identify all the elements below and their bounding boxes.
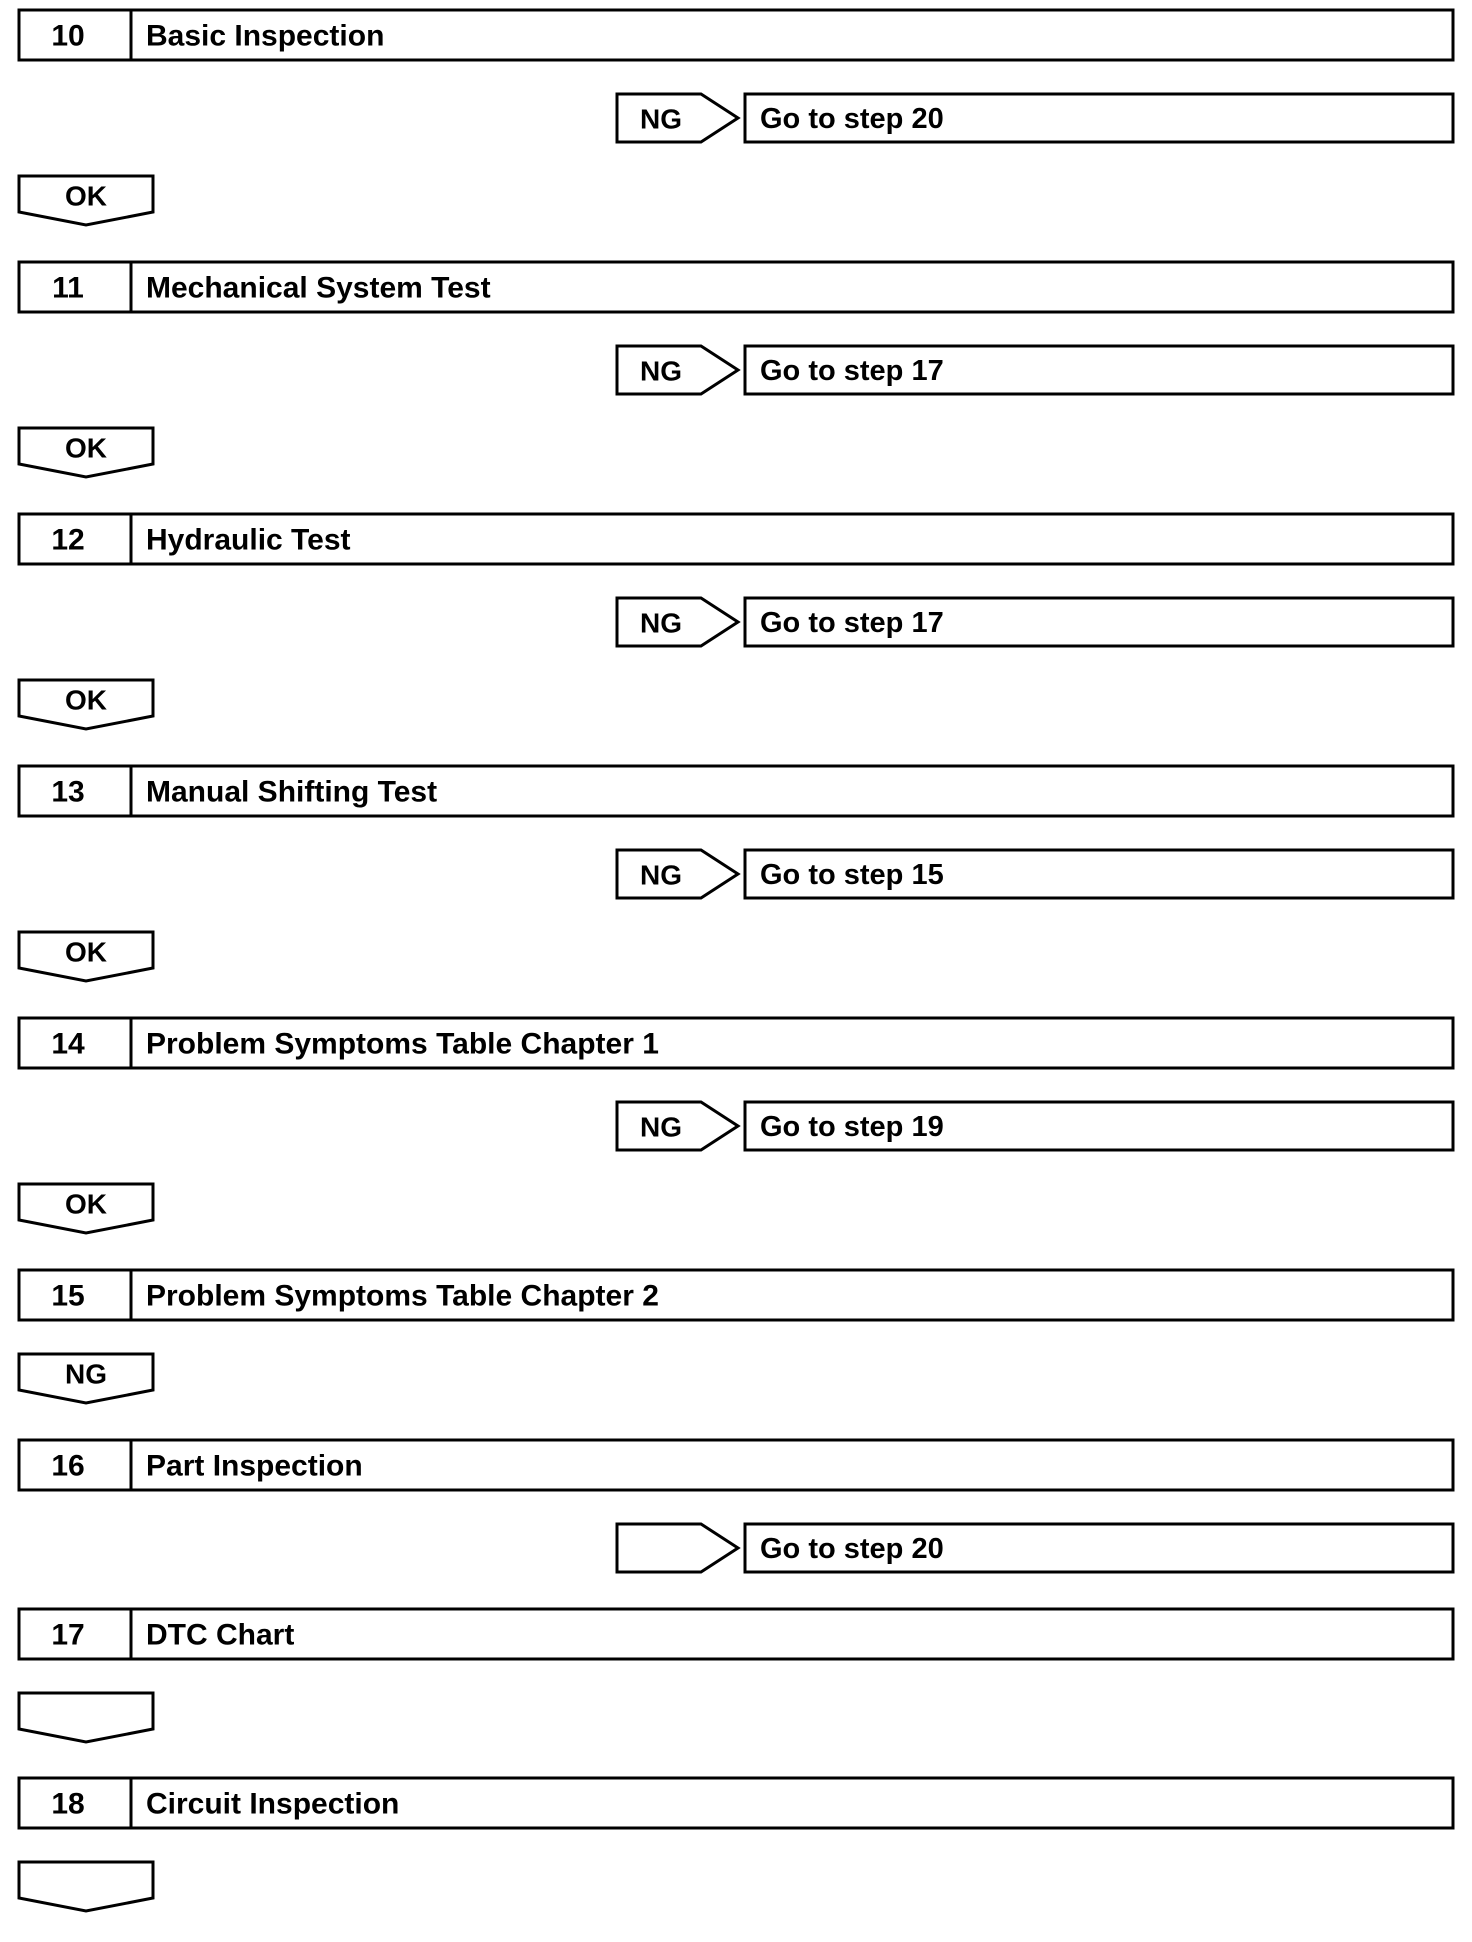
down-arrow-shape (19, 1862, 153, 1911)
branch-arrow-shape (617, 1524, 738, 1572)
down-arrow-label: OK (65, 432, 107, 464)
step-title: Mechanical System Test (146, 271, 491, 305)
down-arrow (19, 176, 153, 225)
step-10 (19, 10, 1453, 225)
step-title: Basic Inspection (146, 19, 385, 53)
step-17 (19, 1609, 1453, 1742)
branch-target-text: Go to step 15 (760, 859, 944, 891)
ng-branch (617, 94, 1453, 142)
down-arrow-label: NG (65, 1358, 107, 1390)
down-arrow (19, 428, 153, 477)
step-title: DTC Chart (146, 1618, 295, 1652)
down-arrow-label: OK (65, 1188, 107, 1220)
step-13 (19, 766, 1453, 981)
branch-label: NG (640, 355, 682, 387)
step-title: Manual Shifting Test (146, 775, 438, 809)
branch-target-text: Go to step 17 (760, 607, 944, 639)
branch-label: NG (640, 607, 682, 639)
step-number: 18 (51, 1787, 85, 1821)
ng-branch (617, 1102, 1453, 1150)
ng-branch (617, 598, 1453, 646)
branch-label: NG (640, 103, 682, 135)
step-title: Problem Symptoms Table Chapter 2 (146, 1279, 659, 1313)
down-arrow (19, 1862, 153, 1911)
ng-branch (617, 346, 1453, 394)
step-title: Problem Symptoms Table Chapter 1 (146, 1027, 659, 1061)
branch-target-text: Go to step 20 (760, 103, 944, 135)
branch-label: NG (640, 1111, 682, 1143)
down-arrow-label: OK (65, 684, 107, 716)
step-14 (19, 1018, 1453, 1233)
step-number: 10 (51, 19, 85, 53)
branch-target-text: Go to step 17 (760, 355, 944, 387)
step-18 (19, 1778, 1453, 1911)
step-15 (19, 1270, 1453, 1403)
ng-branch (617, 850, 1453, 898)
down-arrow (19, 1693, 153, 1742)
down-arrow-label: OK (65, 936, 107, 968)
down-arrow (19, 1354, 153, 1403)
branch-label: NG (640, 859, 682, 891)
down-arrow (19, 1184, 153, 1233)
down-arrow (19, 932, 153, 981)
branch-target-text: Go to step 19 (760, 1111, 944, 1143)
down-arrow-shape (19, 1693, 153, 1742)
step-number: 11 (52, 271, 84, 305)
step-number: 15 (51, 1279, 85, 1313)
step-title: Circuit Inspection (146, 1787, 400, 1821)
step-number: 12 (51, 523, 85, 557)
step-number: 14 (51, 1027, 85, 1061)
step-11 (19, 262, 1453, 477)
down-arrow-label: OK (65, 180, 107, 212)
ng-branch (617, 1524, 1453, 1572)
step-number: 16 (51, 1449, 85, 1483)
step-number: 17 (51, 1618, 85, 1652)
step-number: 13 (51, 775, 85, 809)
step-title: Part Inspection (146, 1449, 363, 1483)
down-arrow (19, 680, 153, 729)
step-12 (19, 514, 1453, 729)
step-16 (19, 1440, 1453, 1572)
branch-target-text: Go to step 20 (760, 1533, 944, 1565)
step-title: Hydraulic Test (146, 523, 351, 557)
